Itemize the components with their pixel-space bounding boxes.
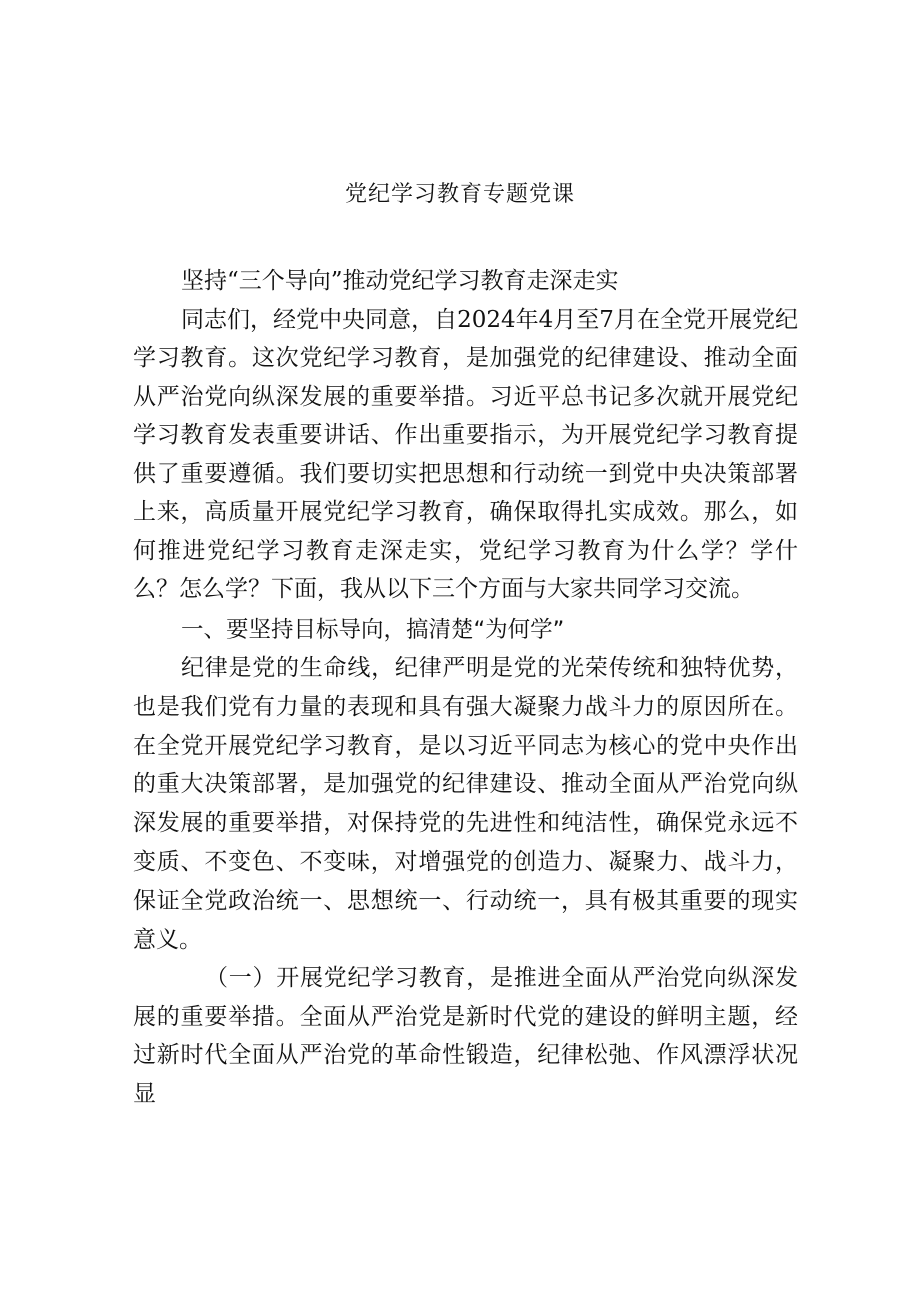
intro-paragraph: 同志们，经党中央同意，自2024年4月至7月在全党开展党纪学习教育。这次党纪学习教育，是加强党的纪律建设、推动全面从严治党向纵深发展的重要举措。习近平总书记多次就开展党纪学习教育发表重要讲话、作出重要指示，为开展党纪学习教育提供了重要遵循。我们要切实把思想和行动统一到党中央决策部署上来，高质量开展党纪学习教育，确保取得扎实成效。那么，如何推进党纪学习教育走深走实，党纪学习教育为什么学？学什么？怎么学？下面，我从以下三个方面与大家共同学习交流。 xyxy=(133,306,798,602)
document-subtitle: 坚持“三个导向”推动党纪学习教育走深走实 xyxy=(181,268,619,294)
document-body xyxy=(133,262,798,1113)
subsection-paragraph: （一）开展党纪学习教育，是推进全面从严治党向纵深发展的重要举措。全面从严治党是新时代党的建设的鲜明主题，经过新时代全面从严治党的革命性锻造，纪律松弛、作风漂浮状况显 xyxy=(133,965,798,1107)
section-body-paragraph: 纪律是党的生命线，纪律严明是党的光荣传统和独特优势，也是我们党有力量的表现和具有强大凝聚力战斗力的原因所在。在全党开展党纪学习教育，是以习近平同志为核心的党中央作出的重大决策部署，是加强党的纪律建设、推动全面从严治党向纵深发展的重要举措，对保持党的先进性和纯洁性，确保党永远不变质、不变色、不变味，对增强党的创造力、凝聚力、战斗力，保证全党政治统一、思想统一、行动统一，具有极其重要的现实意义。 xyxy=(133,655,798,953)
section-heading: 一、要坚持目标导向，搞清楚“为何学” xyxy=(181,616,565,643)
document-title: 党纪学习教育专题党课 xyxy=(344,182,575,207)
